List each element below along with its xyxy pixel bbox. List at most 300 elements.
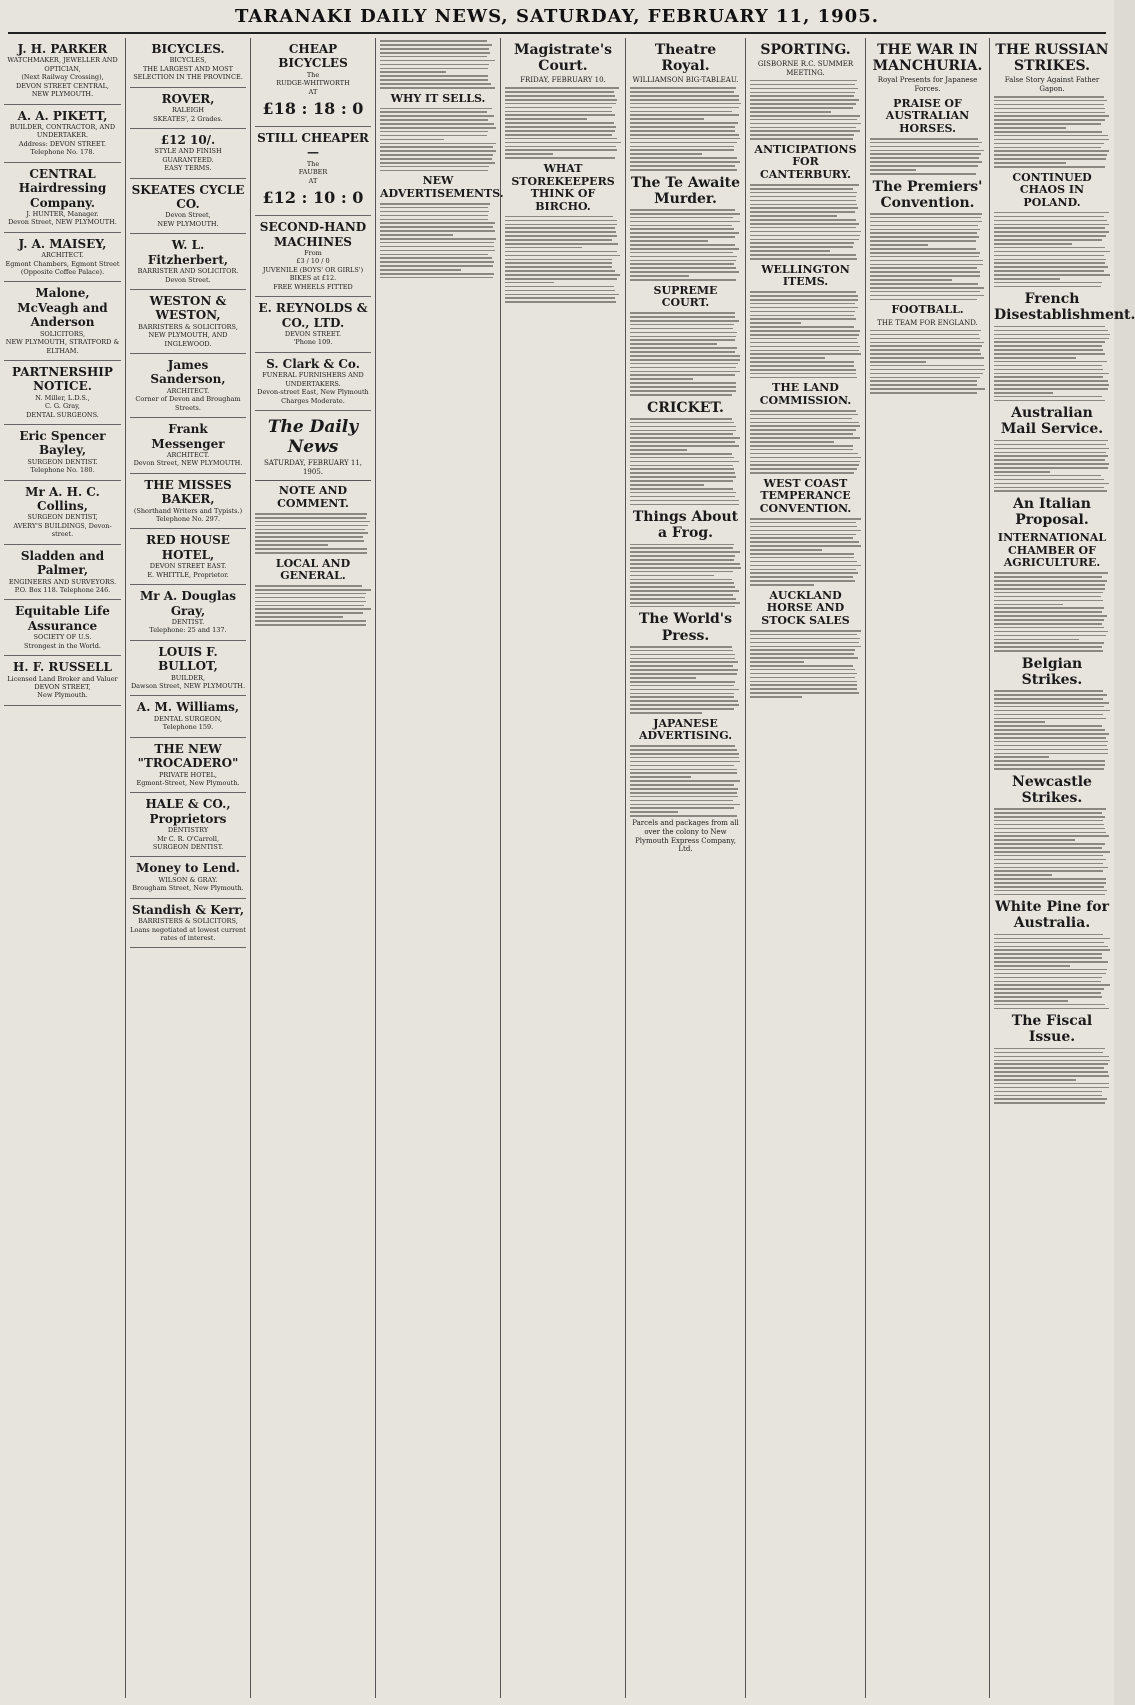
text-line: [994, 572, 1108, 574]
story-text: [505, 87, 621, 159]
ad-line: ARCHITECT.: [166, 450, 210, 459]
column-2: [125, 38, 250, 1698]
text-line: [630, 480, 733, 482]
ad-line: SKEATES', 2 Grades.: [153, 114, 223, 123]
text-line: [870, 157, 979, 159]
text-line: [630, 161, 740, 163]
text-line: [505, 259, 612, 261]
text-line: [505, 255, 620, 257]
text-line: [630, 394, 732, 396]
text-line: [994, 882, 1106, 884]
text-line: [630, 324, 734, 326]
text-line: [255, 585, 362, 587]
ad-line: THE LARGEST AND MOST SELECTION IN THE PROVINCE.: [133, 64, 243, 82]
section-head: Belgian Strikes.: [1021, 655, 1083, 688]
text-line: [750, 103, 856, 105]
divider: [255, 480, 371, 481]
text-line: [994, 729, 1105, 731]
text-line: [630, 363, 738, 365]
advertisement: [130, 899, 246, 949]
section-sub: GISBORNE R.C. SUMMER MEETING.: [757, 60, 854, 77]
text-line: [505, 282, 554, 284]
text-line: [994, 753, 1108, 755]
text-line: [630, 252, 733, 254]
ad-name: A. M. Williams,: [136, 700, 240, 715]
text-line: [994, 816, 1105, 818]
text-line: [870, 165, 978, 167]
text-line: [750, 696, 802, 698]
text-line: [750, 231, 861, 233]
text-line: [255, 624, 366, 626]
column-9: [989, 38, 1135, 1698]
text-line: [870, 264, 983, 266]
text-line: [994, 588, 1105, 590]
text-line: [630, 312, 735, 314]
text-line: [750, 138, 853, 140]
ad-name: HALE & CO., Proprietors: [145, 797, 231, 826]
text-line: [750, 365, 854, 367]
text-line: [630, 582, 734, 584]
text-line: [630, 590, 739, 592]
section-head: NOTE AND COMMENT.: [277, 484, 349, 511]
story-text: [994, 572, 1110, 651]
text-line: [505, 126, 616, 128]
text-line: [505, 262, 612, 264]
text-line: [994, 341, 1105, 343]
text-line: [630, 433, 733, 435]
text-line: [630, 134, 739, 136]
text-line: [630, 371, 740, 373]
text-line: [870, 275, 980, 277]
ad-line: Charges Moderate.: [281, 396, 345, 405]
text-line: [750, 92, 855, 94]
text-line: [630, 749, 737, 751]
text-line: [994, 619, 1104, 621]
text-line: [994, 135, 1108, 137]
text-line: [994, 388, 1108, 390]
text-line: [750, 235, 860, 237]
advertisement: [130, 88, 246, 129]
text-line: [630, 316, 735, 318]
text-line: [630, 567, 741, 569]
text-line: [380, 127, 496, 129]
text-line: [505, 99, 617, 101]
text-line: [870, 146, 979, 148]
advertisement: [4, 38, 121, 105]
ad-line: NEW PLYMOUTH.: [157, 219, 219, 228]
ad-name: WESTON & WESTON,: [149, 293, 227, 323]
text-line: [994, 646, 1102, 648]
section-head: SUPREME COURT.: [653, 283, 718, 310]
text-line: [994, 104, 1104, 106]
advertisement: [130, 696, 246, 737]
ad-name: Mr A. Douglas Gray,: [139, 589, 237, 618]
text-line: [750, 219, 856, 221]
text-line: [380, 87, 495, 89]
text-line: [870, 271, 980, 273]
text-line: [994, 334, 1110, 336]
text-line: [994, 282, 1102, 284]
ad-line: BICYCLES,: [169, 56, 207, 65]
text-line: [255, 612, 363, 614]
text-line: [994, 592, 1103, 594]
text-line: [994, 286, 1101, 288]
text-line: [994, 710, 1110, 712]
text-line: [630, 492, 736, 494]
text-line: [380, 115, 494, 117]
text-line: [750, 653, 854, 655]
text-line: [994, 224, 1109, 226]
text-line: [380, 56, 487, 58]
text-line: [994, 220, 1107, 222]
text-line: [994, 274, 1110, 276]
text-line: [870, 365, 984, 367]
text-line: [380, 158, 492, 160]
ad-name: J. A. MAISEY,: [18, 236, 107, 251]
story-text: [630, 646, 741, 714]
story-text: [994, 212, 1110, 288]
section-head: CONTINUED CHAOS IN POLAND.: [1012, 170, 1092, 209]
text-line: [994, 1087, 1109, 1089]
text-line: [630, 685, 734, 687]
text-line: [380, 68, 488, 70]
text-line: [994, 278, 1060, 280]
text-line: [994, 824, 1104, 826]
ad-price: £18 : 18 : 0: [262, 99, 364, 119]
text-line: [994, 694, 1107, 696]
text-line: [870, 377, 980, 379]
text-line: [994, 580, 1107, 582]
text-line: [630, 437, 740, 439]
text-line: [750, 369, 856, 371]
advertisement: [130, 738, 246, 794]
text-line: [630, 796, 738, 798]
text-line: [750, 291, 856, 293]
text-line: [994, 949, 1110, 951]
section-head: The Fiscal Issue.: [1011, 1013, 1093, 1046]
advertisement: [130, 585, 246, 641]
text-line: [630, 386, 736, 388]
ad-name: Malone, McVeagh and Anderson: [17, 286, 108, 330]
text-line: [380, 222, 495, 224]
section-sub: WILLIAMSON BIG-TABLEAU.: [632, 76, 739, 85]
ad-name: Money to Lend.: [136, 861, 240, 876]
text-line: [630, 753, 739, 755]
text-line: [630, 165, 735, 167]
text-line: [870, 357, 984, 359]
text-line: [994, 1060, 1110, 1062]
text-line: [255, 529, 365, 531]
text-line: [630, 169, 737, 171]
text-line: [380, 154, 493, 156]
ad-line: Egmont-Street, New Plymouth.: [136, 778, 240, 787]
text-line: [380, 75, 488, 77]
text-line: [505, 247, 582, 249]
text-line: [750, 373, 856, 375]
text-line: [870, 291, 980, 293]
text-line: [505, 111, 612, 113]
text-line: [994, 459, 1105, 461]
text-line: [630, 339, 735, 341]
text-line: [750, 119, 857, 121]
text-line: [750, 303, 855, 305]
text-line: [630, 149, 734, 151]
text-line: [994, 166, 1105, 168]
text-line: [380, 203, 490, 205]
advertisement: [4, 600, 121, 656]
text-line: [994, 828, 1105, 830]
text-line: [994, 266, 1108, 268]
text-line: [994, 158, 1106, 160]
ad-name: E. REYNOLDS & CO., LTD.: [258, 301, 368, 330]
text-line: [380, 83, 491, 85]
advertisement: [4, 233, 121, 283]
story-text: [380, 108, 496, 172]
text-line: [994, 162, 1066, 164]
text-line: [994, 938, 1110, 940]
text-line: [380, 238, 496, 240]
advertisement: [130, 129, 246, 179]
ad-name: PARTNERSHIP NOTICE.: [12, 364, 113, 394]
section-head: Newcastle Strikes.: [1012, 773, 1092, 806]
text-line: [994, 604, 1063, 606]
advertisement: [130, 641, 246, 697]
text-line: [380, 135, 487, 137]
text-line: [994, 259, 1106, 261]
text-line: [994, 702, 1109, 704]
text-line: [750, 549, 822, 551]
text-line: [630, 772, 737, 774]
text-line: [994, 631, 1108, 633]
story-text: [994, 934, 1110, 1010]
advertisement: [130, 179, 246, 235]
text-line: [630, 602, 740, 604]
text-line: [994, 808, 1106, 810]
text-line: [994, 353, 1105, 355]
advertisement: [255, 127, 371, 216]
text-line: [505, 231, 616, 233]
ad-line: FAUBER: [298, 168, 328, 177]
text-line: [630, 476, 736, 478]
ad-line: SOLICITORS,: [39, 329, 86, 338]
text-line: [630, 91, 734, 93]
ad-line: OPTICIAN,: [44, 64, 81, 73]
text-line: [870, 244, 928, 246]
text-line: [630, 103, 741, 105]
text-line: [750, 534, 856, 536]
ad-line: FUNERAL FURNISHERS AND UNDERTAKERS.: [262, 371, 364, 388]
text-line: [750, 669, 855, 671]
text-line: [505, 297, 615, 299]
ad-line: E. WHITTLE, Proprietor.: [147, 570, 229, 579]
text-line: [994, 112, 1105, 114]
text-line: [870, 384, 977, 386]
text-line: [994, 380, 1108, 382]
text-line: [994, 1052, 1103, 1054]
text-line: [870, 279, 952, 281]
section-head: Australian Mail Service.: [1000, 405, 1104, 438]
text-line: [505, 87, 619, 89]
ad-line: BUILDER, CONTRACTOR, AND UNDERTAKER.: [9, 122, 116, 140]
text-line: [750, 239, 859, 241]
text-line: [750, 204, 857, 206]
text-line: [750, 657, 858, 659]
text-line: [994, 839, 1075, 841]
column-3-ads: [255, 38, 371, 411]
ad-line: BARRISTERS & SOLICITORS,: [138, 322, 238, 331]
text-line: [750, 457, 861, 459]
ad-name: SECOND-HAND MACHINES: [259, 220, 367, 249]
text-line: [630, 544, 734, 546]
text-line: [750, 88, 858, 90]
advertisement: [130, 290, 246, 354]
story-text: [630, 87, 741, 170]
text-line: [750, 684, 857, 686]
text-line: [750, 338, 857, 340]
text-line: [994, 1000, 1068, 1002]
text-line: [505, 114, 615, 116]
text-line: [630, 453, 732, 455]
text-line: [994, 123, 1101, 125]
text-line: [380, 246, 494, 248]
text-line: [505, 239, 612, 241]
ad-name: THE NEW "TROCADERO": [137, 741, 239, 771]
text-line: [994, 988, 1104, 990]
text-line: [994, 847, 1102, 849]
text-line: [505, 216, 613, 218]
text-line: [255, 525, 368, 527]
text-line: [750, 565, 861, 567]
text-line: [505, 290, 615, 292]
text-line: [630, 472, 735, 474]
text-line: [994, 760, 1105, 762]
text-line: [994, 490, 1107, 492]
text-line: [630, 484, 704, 486]
text-line: [870, 153, 981, 155]
ad-name: Standish & Kerr,: [131, 902, 245, 917]
ad-line: ARCHITECT.: [166, 386, 210, 395]
text-line: [994, 820, 1103, 822]
ad-line: SURGEON DENTIST.: [27, 457, 98, 466]
text-line: [994, 471, 1050, 473]
advertisement: [255, 38, 371, 127]
ad-line: AT: [308, 87, 318, 96]
text-line: [750, 433, 853, 435]
text-line: [505, 91, 614, 93]
text-line: [750, 107, 853, 109]
text-line: [630, 811, 678, 813]
text-line: [630, 757, 739, 759]
text-line: [994, 961, 1108, 963]
text-line: [994, 843, 1105, 845]
text-line: [630, 263, 734, 265]
text-line: [630, 804, 740, 806]
text-line: [994, 154, 1107, 156]
text-line: [630, 332, 737, 334]
text-line: [630, 788, 738, 790]
text-line: [380, 170, 488, 172]
text-line: [870, 295, 984, 297]
text-line: [750, 468, 857, 470]
text-line: [994, 212, 1109, 214]
text-line: [505, 266, 612, 268]
text-line: [994, 942, 1104, 944]
text-line: [630, 784, 734, 786]
advertisement: [4, 481, 121, 545]
text-line: [750, 196, 856, 198]
ad-name: A. A. PIKETT,: [17, 108, 108, 123]
ad-line: STYLE AND FINISH GUARANTEED.: [154, 147, 222, 164]
text-line: [994, 1102, 1105, 1104]
text-line: [870, 217, 981, 219]
story-text: [750, 184, 861, 260]
text-line: [750, 437, 860, 439]
text-line: [994, 832, 1106, 834]
text-line: [630, 765, 734, 767]
text-line: [750, 557, 854, 559]
text-line: [630, 745, 735, 747]
text-line: [994, 600, 1103, 602]
ad-line: Corner of Devon and Brougham Streets.: [135, 395, 241, 412]
advertisement: [130, 418, 246, 474]
ad-line: Strongest in the World.: [24, 641, 101, 650]
advertisement: [4, 656, 121, 706]
ad-line: J. HUNTER, Manager.: [26, 209, 99, 218]
text-line: [630, 468, 734, 470]
text-line: [750, 418, 852, 420]
text-line: [255, 544, 328, 546]
text-line: [630, 256, 737, 258]
text-line: [630, 579, 732, 581]
text-line: [994, 894, 1105, 896]
text-line: [255, 532, 368, 534]
section-head: LOCAL AND GENERAL.: [275, 556, 351, 583]
text-line: [750, 346, 860, 348]
text-line: [255, 589, 371, 591]
column-7: [745, 38, 865, 1698]
text-line: [255, 616, 343, 618]
text-line: [870, 267, 977, 269]
ad-line: Telephone No. 178.: [30, 148, 95, 157]
ad-line: Dawson Street, NEW PLYMOUTH.: [130, 682, 246, 691]
text-line: [380, 71, 446, 73]
text-line: [994, 812, 1102, 814]
ad-line: FREE WHEELS FITTED: [273, 282, 353, 291]
text-line: [630, 279, 736, 281]
text-line: [630, 221, 740, 223]
text-line: [870, 299, 977, 301]
text-line: [994, 642, 1104, 644]
text-line: [380, 40, 487, 42]
text-line: [630, 776, 691, 778]
text-line: [750, 634, 857, 636]
text-line: [630, 650, 733, 652]
text-line: [380, 250, 495, 252]
text-line: [630, 496, 735, 498]
text-line: [994, 1067, 1104, 1069]
advertisement: [130, 38, 246, 88]
text-line: [630, 126, 735, 128]
ad-name: SKEATES CYCLE CO.: [131, 182, 245, 212]
section-head: French Disestablishment.: [994, 291, 1135, 324]
text-line: [750, 646, 861, 648]
text-line: [630, 114, 739, 116]
ad-line: Telephone No. 297.: [155, 515, 221, 524]
text-line: [750, 326, 854, 328]
text-line: [750, 422, 859, 424]
text-line: [750, 99, 859, 101]
text-line: [870, 256, 979, 258]
